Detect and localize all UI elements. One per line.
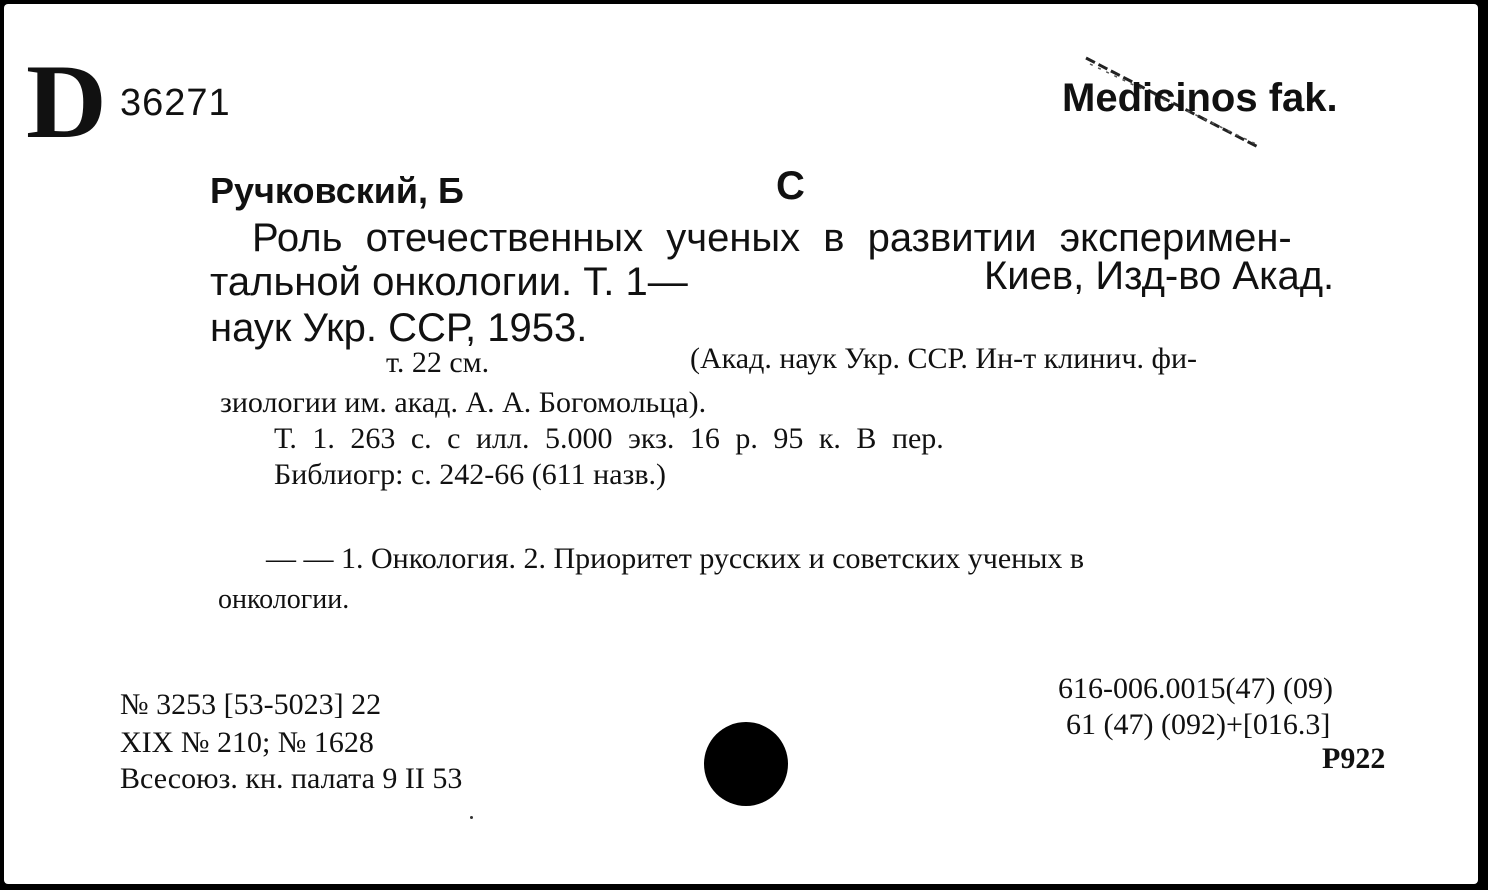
publisher: Киев, Изд-во Акад. <box>984 254 1335 298</box>
shelf-mark: С <box>776 164 805 208</box>
title-line-2: тальной онкологии. Т. 1— <box>210 260 688 304</box>
title-line-1: Роль отечественных ученых в развитии эксперимен- <box>252 216 1292 260</box>
chamber-note: Всесоюз. кн. палата 9 II 53 <box>120 762 463 795</box>
series-note-1: (Акад. наук Укр. ССР. Ин-т клинич. фи- <box>690 342 1198 375</box>
dust-speck <box>470 816 473 819</box>
volume-description: Т. 1. 263 с. с илл. 5.000 экз. 16 р. 95 к. В пер. <box>274 422 944 455</box>
card-letter: D <box>26 43 107 161</box>
classification-mark: Р922 <box>1322 742 1386 775</box>
subject-headings-2: онкологии. <box>218 584 350 615</box>
subject-headings-1: — — 1. Онкология. 2. Приоритет русских и советских ученых в <box>266 542 1085 575</box>
library-stamp: Medicinos fak. <box>1062 76 1338 120</box>
punch-hole <box>704 722 788 806</box>
title-line-3: наук Укр. ССР, 1953. <box>210 306 588 350</box>
bibliography-note: Библиогр: с. 242-66 (611 назв.) <box>274 458 667 491</box>
size-note: т. 22 см. <box>386 346 490 379</box>
udc-code-1: 616-006.0015(47) (09) <box>1058 672 1333 705</box>
catalog-card <box>4 4 1478 884</box>
udc-code-2: 61 (47) (092)+[016.3] <box>1066 708 1331 741</box>
registry-number: № 3253 [53-5023] 22 <box>120 688 382 721</box>
registry-number-2: XIX № 210; № 1628 <box>120 726 374 759</box>
card-number: 36271 <box>120 82 231 124</box>
series-note-2: зиологии им. акад. А. А. Богомольца). <box>220 386 707 419</box>
author-heading: Ручковский, Б <box>210 170 464 211</box>
